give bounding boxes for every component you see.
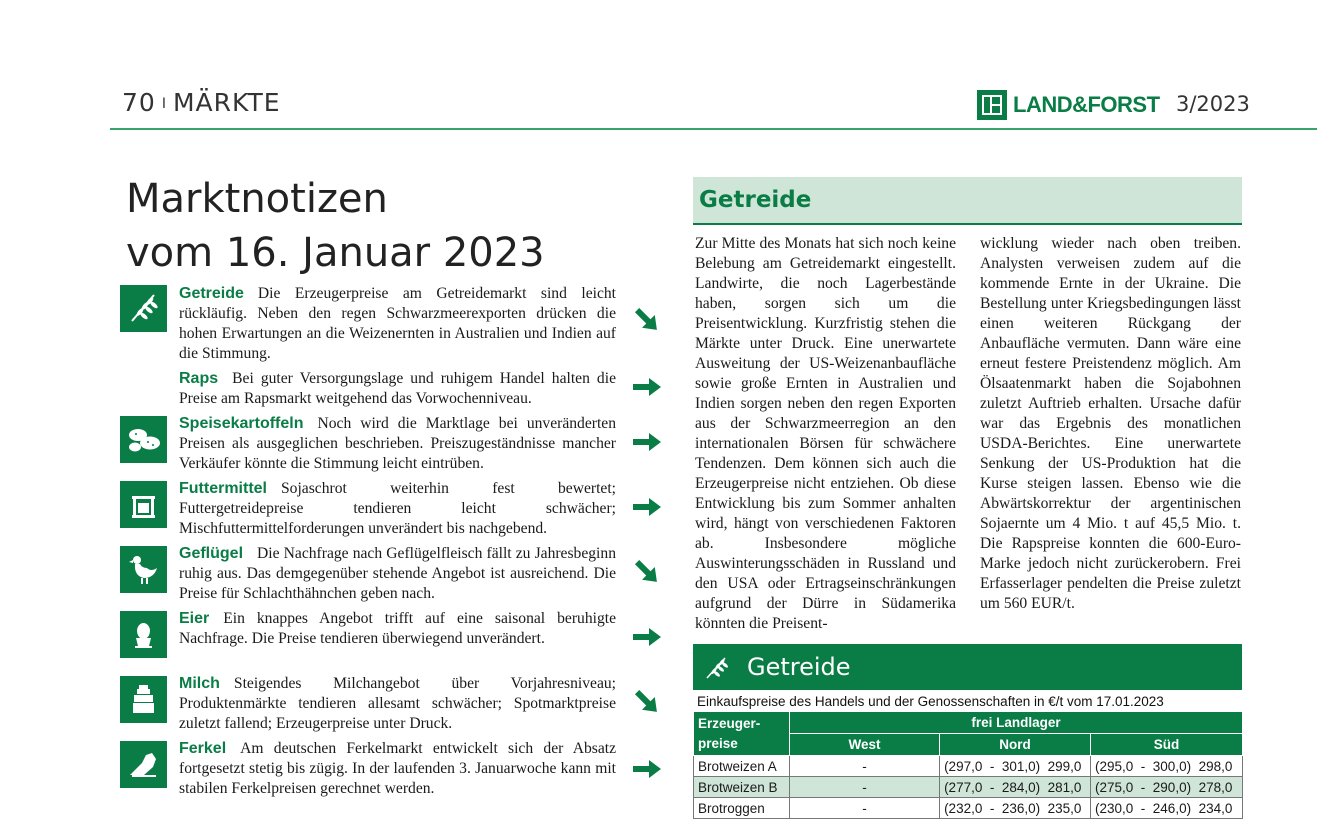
price-cell-west: - [789,798,939,819]
market-item-getreide [179,284,616,364]
price-cell-west: - [789,756,939,777]
item-text: Sojaschrot weiterhin fest bewertet; Futtergetreidepreise tendieren leicht schwächer; Mischfuttermittelforderungen unverändert bis nachgebend. [179,480,616,537]
item-text: Ein knappes Angebot trifft auf eine saisonal beruhigte Nachfrage. Die Preise tendieren überwiegend unverändert. [179,610,616,647]
trend-flat-arrow-icon [630,757,664,781]
price-cell-west: - [789,777,939,798]
item-name: Futtermittel [179,480,267,497]
region-header-nord: Nord [940,734,1091,756]
item-name: Raps [179,370,219,387]
price-cell-nord: (232,0 - 236,0) 235,0 [940,798,1091,819]
milk-can-icon [120,676,167,723]
potato-icon [120,416,167,463]
item-name: Milch [179,675,220,692]
feed-trough-icon [120,481,167,528]
brand-name: LAND&FORST [1013,92,1160,117]
trend-down-arrow-icon [630,308,664,332]
item-name: Geflügel [179,545,244,562]
trend-flat-arrow-icon [630,430,664,454]
price-table [693,711,1243,819]
title-line-1: Marktnotizen [126,176,388,222]
chicken-icon [120,546,167,593]
item-text: Noch wird die Marktlage bei unveränderten Preisen als ausgeglichen beschrieben. Preiszugeständnisse mancher Verkäufer könnte die Stimmung leicht eintrüben. [179,415,616,472]
price-table-subtitle: Einkaufspreise des Handels und der Genossenschaften in €/t vom 17.01.2023 [697,694,1164,709]
egg-icon [120,611,167,658]
price-cell-nord: (277,0 - 284,0) 281,0 [940,777,1091,798]
price-cell-sued: (275,0 - 290,0) 278,0 [1091,777,1243,798]
trend-flat-arrow-icon [630,495,664,519]
row-header: Erzeuger- preise [694,712,790,756]
region-header-west: West [789,734,939,756]
item-name: Ferkel [179,740,227,757]
issue-number: 3/2023 [1176,92,1250,116]
product-cell: Brotweizen B [694,777,790,798]
group-header: frei Landlager [789,712,1242,734]
article-heading: Getreide [699,187,812,213]
market-item-speisekartoffeln [179,414,616,474]
trend-down-arrow-icon [630,690,664,714]
price-cell-sued: (295,0 - 300,0) 298,0 [1091,756,1243,777]
header-separator: I [161,96,167,112]
brand-logo-icon [977,90,1007,120]
market-item-raps [179,369,616,409]
market-item-gefluegel [179,544,616,604]
item-text: Am deutschen Ferkelmarkt entwickelt sich der Absatz fortgesetzt stetig bis zügig. In der laufenden 3. Januarwoche kann mit stabilen Ferkelpreisen gerechnet werden. [179,740,616,797]
header-divider [110,128,1317,130]
item-text: Die Nachfrage nach Geflügelfleisch fällt zu Jahresbeginn ruhig aus. Das demgegenüber stehende Angebot ist ausreichend. Die Preise für Schlachthähnchen geben nach. [179,545,616,602]
market-item-futtermittel [179,479,616,539]
product-cell: Brotroggen [694,798,790,819]
trend-down-arrow-icon [630,560,664,584]
item-name: Speisekartoffeln [179,415,304,432]
price-cell-nord: (297,0 - 301,0) 299,0 [940,756,1091,777]
wheat-icon [120,285,167,332]
article-column-2: wicklung wieder nach oben treiben. Analysten verweisen zudem auf die kommende Ernte in der Ukraine. Die Bestellung unter Kriegsbedingungen lässt einen weiteren Rückgang der Anbaufläche vermuten. Dann wäre eine erneut festere Preistendenz möglich. Am Ölsaatenmarkt haben die Sojabohnen zuletzt Auftrieb erhalten. Ursache dafür war das Ergebnis des monatlichen USDA-Berichtes. Eine unerwartete Senkung der US-Produktion hat die Kurse steigen lassen. Ebenso wie die Abwärtskorrektur der argentinischen Sojaernte um 4 Mio. t auf 45,5 Mio. t. Die Rapspreise konnten die 600-Euro-Marke jedoch nicht zurückerobern. Frei Erfasserlager pendelten die Preise zuletzt um 560 EUR/t. [980,235,1241,612]
page-number: 70 [122,88,156,117]
trend-flat-arrow-icon [630,375,664,399]
product-cell: Brotweizen A [694,756,790,777]
price-cell-sued: (230,0 - 246,0) 234,0 [1091,798,1243,819]
trend-flat-arrow-icon [630,625,664,649]
market-item-ferkel [179,739,616,799]
market-item-milch [179,674,616,734]
table-row [694,798,1243,819]
piglet-icon [120,741,167,788]
article-heading-bar [693,177,1242,225]
item-text: Die Erzeugerpreise am Getreidemarkt sind leicht rückläufig. Neben den regen Schwarzmeerexporten drücken die hohen Erwartungen an die Weizenernten in Australien und Indien auf die Stimmung. [179,285,616,362]
title-line-2: vom 16. Januar 2023 [126,230,545,276]
table-row [694,777,1243,798]
item-text: Bei guter Versorgungslage und ruhigem Handel halten die Preise am Rapsmarkt weitgehend das Vorwochenniveau. [179,370,616,407]
price-table-header [693,644,1242,690]
article-column-1: Zur Mitte des Monats hat sich noch keine Belebung am Getreidemarkt eingestellt. Landwirte, die noch Lagerbestände haben, sorgen sich um die Preisentwicklung. Kurzfristig stehen die Märkte unter Druck. Eine unerwartete Ausweitung der US-Weizenanbaufläche sowie große Ernten in Australien und Indien sorgen neben den regen Exporten aus der Schwarzmeerregion an den internationalen Börsen für schwächere Tendenzen. Dem können sich auch die Erzeugerpreise nicht entziehen. Ob diese Entwicklung bis zum Sommer anhalten wird, hängt von verschiedenen Faktoren ab. Insbesondere mögliche Auswinterungsschäden in Russland und den USA oder Ertragseinschränkungen aufgrund der Dürre in Südamerika könnten die Preisent- [695,235,956,632]
market-item-eier [179,609,616,649]
item-text: Steigendes Milchangebot über Vorjahresniveau; Produktenmärkte tendieren allesamt schwächer; Spotmarktpreise zuletzt fallend; Erzeugerpreise unter Druck. [179,675,616,732]
table-row [694,756,1243,777]
section-name: MÄRKTE [172,88,281,117]
page-title [126,172,545,280]
item-name: Eier [179,610,210,627]
price-table-title: Getreide [747,653,851,681]
wheat-icon [701,652,731,682]
item-name: Getreide [179,285,244,302]
page-header [122,88,281,117]
region-header-sued: Süd [1091,734,1243,756]
